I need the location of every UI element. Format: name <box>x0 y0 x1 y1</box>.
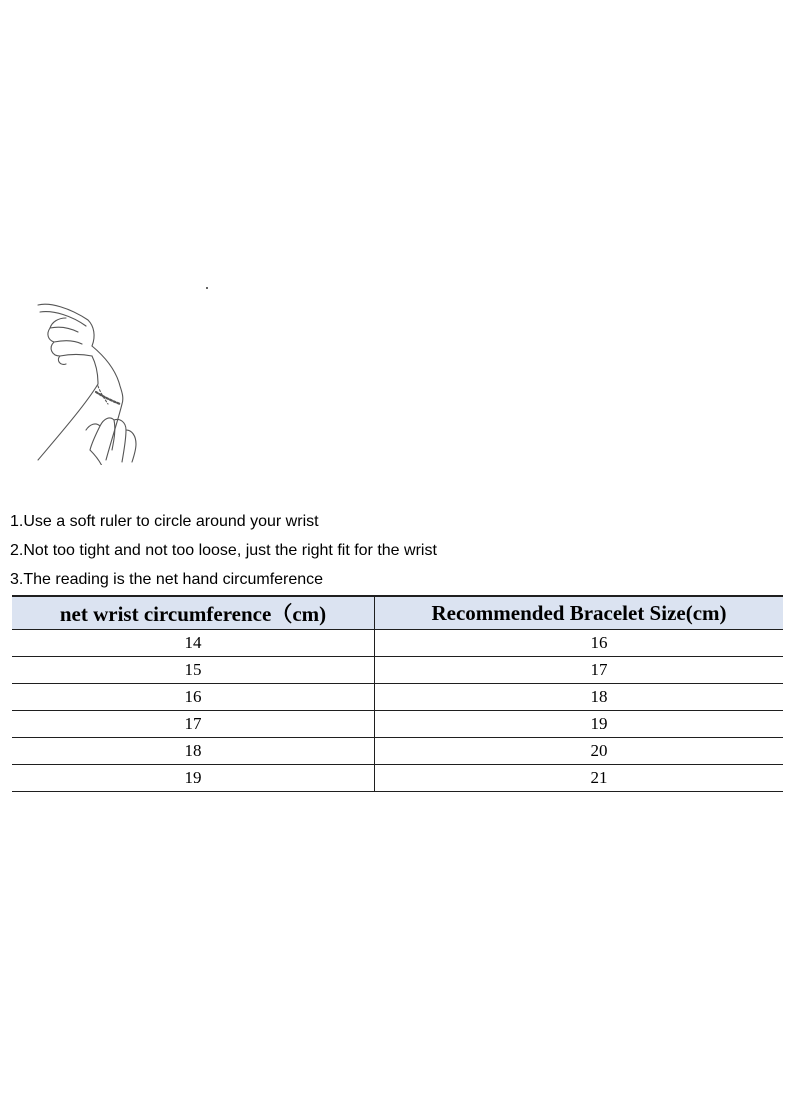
instruction-line-1: 1.Use a soft ruler to circle around your wrist <box>10 513 319 530</box>
bracelet-cell: 16 <box>375 630 784 657</box>
bracelet-cell: 18 <box>375 684 784 711</box>
table-row <box>12 630 783 657</box>
table-row <box>12 738 783 765</box>
table-row <box>12 711 783 738</box>
table-row <box>12 684 783 711</box>
instruction-line-2: 2.Not too tight and not too loose, just the right fit for the wrist <box>10 542 437 559</box>
bracelet-cell: 19 <box>375 711 784 738</box>
wrist-cell: 19 <box>12 765 375 792</box>
table-row <box>12 765 783 792</box>
table-row <box>12 657 783 684</box>
wrist-cell: 16 <box>12 684 375 711</box>
hand-measuring-wrist-icon <box>30 300 150 465</box>
wrist-cell: 18 <box>12 738 375 765</box>
wrist-cell: 15 <box>12 657 375 684</box>
stray-dot <box>206 287 208 289</box>
bracelet-cell: 20 <box>375 738 784 765</box>
header-bracelet-size: Recommended Bracelet Size(cm) <box>375 596 784 630</box>
header-wrist-circumference: net wrist circumference（cm) <box>12 596 375 630</box>
size-chart-table <box>12 595 783 792</box>
bracelet-cell: 17 <box>375 657 784 684</box>
instruction-line-3: 3.The reading is the net hand circumference <box>10 571 324 588</box>
bracelet-cell: 21 <box>375 765 784 792</box>
instructions-list <box>10 507 790 594</box>
table-header-row <box>12 596 783 630</box>
wrist-cell: 14 <box>12 630 375 657</box>
wrist-cell: 17 <box>12 711 375 738</box>
